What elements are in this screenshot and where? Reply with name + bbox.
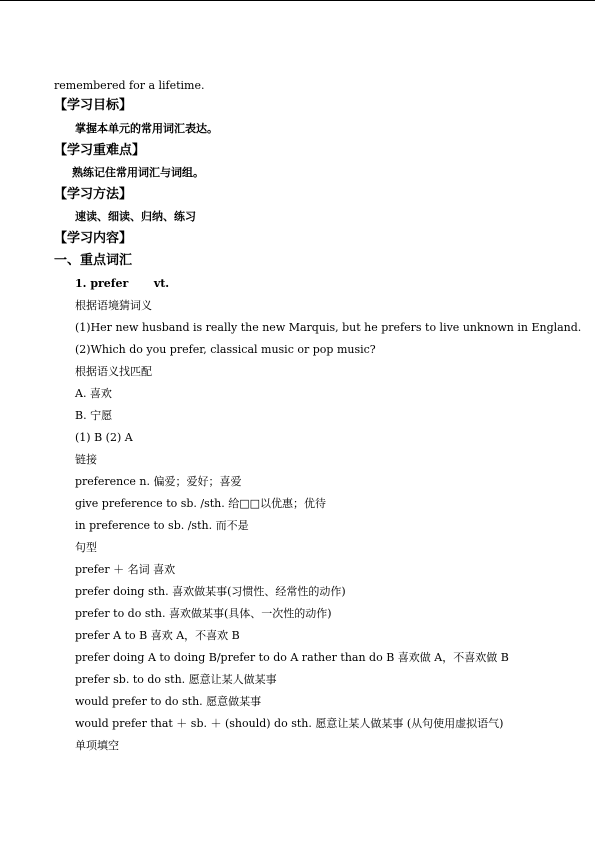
- goal-text: 掌握本单元的常用词汇表达。: [75, 122, 218, 135]
- entry-pos: vt.: [153, 277, 170, 290]
- content-heading: 【学习内容】: [54, 231, 133, 246]
- page-top-border: [0, 0, 595, 1]
- entry-line: B. 宁愿: [75, 409, 113, 422]
- part-heading: 一、重点词汇: [54, 253, 133, 268]
- entry-line: prefer to do sth. 喜欢做某事(具体、一次性的动作): [75, 607, 332, 620]
- entry-line: prefer doing A to doing B/prefer to do A rather than do B 喜欢做 A，不喜欢做 B: [75, 651, 509, 664]
- entry-title: [75, 277, 169, 291]
- entry-line: prefer A to B 喜欢 A，不喜欢 B: [75, 629, 240, 642]
- method-heading: 【学习方法】: [54, 187, 133, 202]
- entry-line: (1) B (2) A: [75, 431, 133, 444]
- entry-line: (1)Her new husband is really the new Marquis, but he prefers to live unknown in England.: [75, 321, 582, 334]
- entry-line: 单项填空: [75, 739, 119, 752]
- entry-line: 句型: [75, 541, 97, 554]
- entry-word: 1. prefer: [75, 277, 129, 290]
- entry-line: give preference to sb. /sth. 给□□以优惠；优待: [75, 497, 327, 510]
- entry-line: prefer doing sth. 喜欢做某事(习惯性、经常性的动作): [75, 585, 346, 598]
- entry-line: (2)Which do you prefer, classical music or pop music?: [75, 343, 376, 356]
- entry-line: prefer ＋ 名词 喜欢: [75, 563, 176, 576]
- entry-line: A. 喜欢: [75, 387, 112, 400]
- goal-heading: 【学习目标】: [54, 98, 133, 113]
- entry-line: preference n. 偏爱；爱好；喜爱: [75, 475, 242, 488]
- entry-line: 根据语义找匹配: [75, 365, 152, 378]
- entry-line: in preference to sb. /sth. 而不是: [75, 519, 249, 532]
- entry-line: 链接: [75, 453, 97, 466]
- method-text: 速读、细读、归纳、练习: [75, 210, 196, 223]
- entry-line: 根据语境猜词义: [75, 299, 152, 312]
- key-heading: 【学习重难点】: [54, 143, 146, 158]
- entry-line: prefer sb. to do sth. 愿意让某人做某事: [75, 673, 277, 686]
- entry-line: would prefer to do sth. 愿意做某事: [75, 695, 262, 708]
- entry-line: would prefer that ＋ sb. ＋ (should) do sth. 愿意让某人做某事 (从句使用虚拟语气): [75, 717, 504, 730]
- key-text: 熟练记住常用词汇与词组。: [72, 166, 204, 179]
- intro-line: remembered for a lifetime.: [54, 79, 205, 92]
